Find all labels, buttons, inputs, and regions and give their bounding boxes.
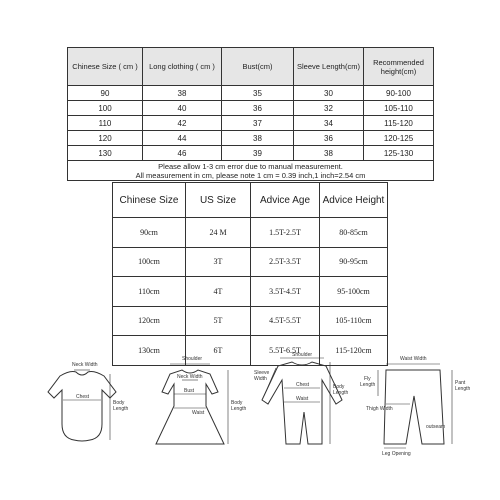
cell-advice-height: 105-110cm	[320, 306, 388, 336]
cell-chinese-size: 100cm	[113, 247, 186, 277]
cell-long-clothing: 46	[143, 146, 222, 161]
dress-body-label: Body	[231, 400, 243, 406]
dress-waist-label: Waist	[192, 410, 205, 416]
jumpsuit-shoulder-label: Shoulder	[292, 352, 313, 358]
measurement-diagrams	[30, 348, 470, 458]
cell-us-size: 5T	[186, 306, 251, 336]
cell-chinese-size: 130cm	[113, 336, 186, 366]
cell-long-clothing: 42	[143, 116, 222, 131]
pants-fly-label: Fly	[364, 376, 371, 382]
table-header-row	[113, 183, 388, 218]
column-header-recommended-height: Recommended height(cm)	[364, 48, 434, 86]
pants-outline	[384, 370, 444, 444]
note-line-conversion: All measurement in cm, please note 1 cm = 0.39 inch,1 inch=2.54 cm	[135, 170, 366, 180]
cell-us-size: 6T	[186, 336, 251, 366]
cell-long-clothing: 38	[143, 86, 222, 101]
dress-diagram	[140, 348, 250, 458]
note-line-error: Please allow 1-3 cm error due to manual measurement.	[158, 161, 343, 171]
jumpsuit-width-label: Width	[254, 376, 267, 382]
cell-advice-age: 5.5T-6.5T	[251, 336, 320, 366]
cell-chinese-size: 90	[68, 86, 143, 101]
cell-advice-height: 95-100cm	[320, 277, 388, 307]
pants-waist-label: Waist Width	[400, 356, 427, 362]
cell-bust: 38	[222, 131, 294, 146]
cell-long-clothing: 40	[143, 101, 222, 116]
column-header-chinese-size: Chinese Size	[113, 183, 186, 218]
dress-shoulder-label: Shoulder	[182, 356, 203, 362]
romper-chest-label: Chest	[76, 394, 90, 400]
cell-chinese-size: 90cm	[113, 218, 186, 248]
table-row	[68, 86, 434, 101]
cell-recommended-height: 105-110	[364, 101, 434, 116]
cell-advice-height: 115-120cm	[320, 336, 388, 366]
table-row	[113, 247, 388, 277]
measurement-note-row	[68, 161, 434, 181]
cell-bust: 35	[222, 86, 294, 101]
pants-pant-length-label: Length	[455, 386, 471, 392]
cell-chinese-size: 110cm	[113, 277, 186, 307]
table-row	[68, 116, 434, 131]
cell-recommended-height: 115-120	[364, 116, 434, 131]
cell-advice-age: 3.5T-4.5T	[251, 277, 320, 307]
table-row	[113, 277, 388, 307]
table-header-row	[68, 48, 434, 86]
cell-bust: 39	[222, 146, 294, 161]
dress-outline	[156, 370, 224, 444]
dress-bust-label: Bust	[184, 388, 195, 394]
cell-chinese-size: 120cm	[113, 306, 186, 336]
cell-chinese-size: 120	[68, 131, 143, 146]
cell-recommended-height: 120-125	[364, 131, 434, 146]
pants-pant-label: Pant	[455, 380, 466, 386]
pants-outseam-label: outseam	[426, 424, 446, 430]
jumpsuit-diagram	[250, 348, 360, 458]
pants-diagram	[360, 348, 470, 458]
romper-neck-label: Neck Width	[72, 362, 98, 368]
table-row	[113, 306, 388, 336]
jumpsuit-waist-label: Waist	[296, 396, 309, 402]
cell-bust: 36	[222, 101, 294, 116]
cell-advice-age: 4.5T-5.5T	[251, 306, 320, 336]
size-conversion-chart	[112, 182, 388, 366]
romper-length-label: Length	[113, 406, 129, 412]
dress-neck-label: Neck Width	[177, 374, 203, 380]
cell-advice-height: 90-95cm	[320, 247, 388, 277]
cell-us-size: 24 M	[186, 218, 251, 248]
column-header-chinese-size: Chinese Size ( cm )	[68, 48, 143, 86]
cell-us-size: 3T	[186, 247, 251, 277]
column-header-us-size: US Size	[186, 183, 251, 218]
jumpsuit-chest-label: Chest	[296, 382, 310, 388]
column-header-long-clothing: Long clothing ( cm )	[143, 48, 222, 86]
cell-long-clothing: 44	[143, 131, 222, 146]
cell-bust: 37	[222, 116, 294, 131]
cell-sleeve-length: 32	[294, 101, 364, 116]
romper-body-label: Body	[113, 400, 125, 406]
cell-recommended-height: 125-130	[364, 146, 434, 161]
pants-fly-length-label: Length	[360, 382, 376, 388]
jumpsuit-body-label: Body	[333, 384, 345, 390]
cell-chinese-size: 100	[68, 101, 143, 116]
pants-thigh-label: Thigh Width	[366, 406, 393, 412]
jumpsuit-length-label: Length	[333, 390, 349, 396]
cell-advice-age: 2.5T-3.5T	[251, 247, 320, 277]
cell-advice-age: 1.5T-2.5T	[251, 218, 320, 248]
cell-advice-height: 80-85cm	[320, 218, 388, 248]
table-row	[68, 101, 434, 116]
column-header-sleeve-length: Sleeve Length(cm)	[294, 48, 364, 86]
column-header-advice-age: Advice Age	[251, 183, 320, 218]
cell-chinese-size: 130	[68, 146, 143, 161]
column-header-bust: Bust(cm)	[222, 48, 294, 86]
cell-sleeve-length: 36	[294, 131, 364, 146]
pants-leg-opening-label: Leg Opening	[382, 451, 411, 457]
size-chart-measurements	[67, 47, 434, 181]
table-row	[68, 146, 434, 161]
cell-sleeve-length: 38	[294, 146, 364, 161]
dress-length-label: Length	[231, 406, 247, 412]
jumpsuit-sleeve-label: Sleeve	[254, 370, 270, 376]
cell-sleeve-length: 30	[294, 86, 364, 101]
cell-recommended-height: 90-100	[364, 86, 434, 101]
table-row	[68, 131, 434, 146]
romper-diagram	[30, 348, 140, 458]
cell-chinese-size: 110	[68, 116, 143, 131]
romper-outline	[48, 372, 116, 442]
measurement-note	[68, 161, 434, 181]
column-header-advice-height: Advice Height	[320, 183, 388, 218]
table-row	[113, 218, 388, 248]
cell-sleeve-length: 34	[294, 116, 364, 131]
cell-us-size: 4T	[186, 277, 251, 307]
